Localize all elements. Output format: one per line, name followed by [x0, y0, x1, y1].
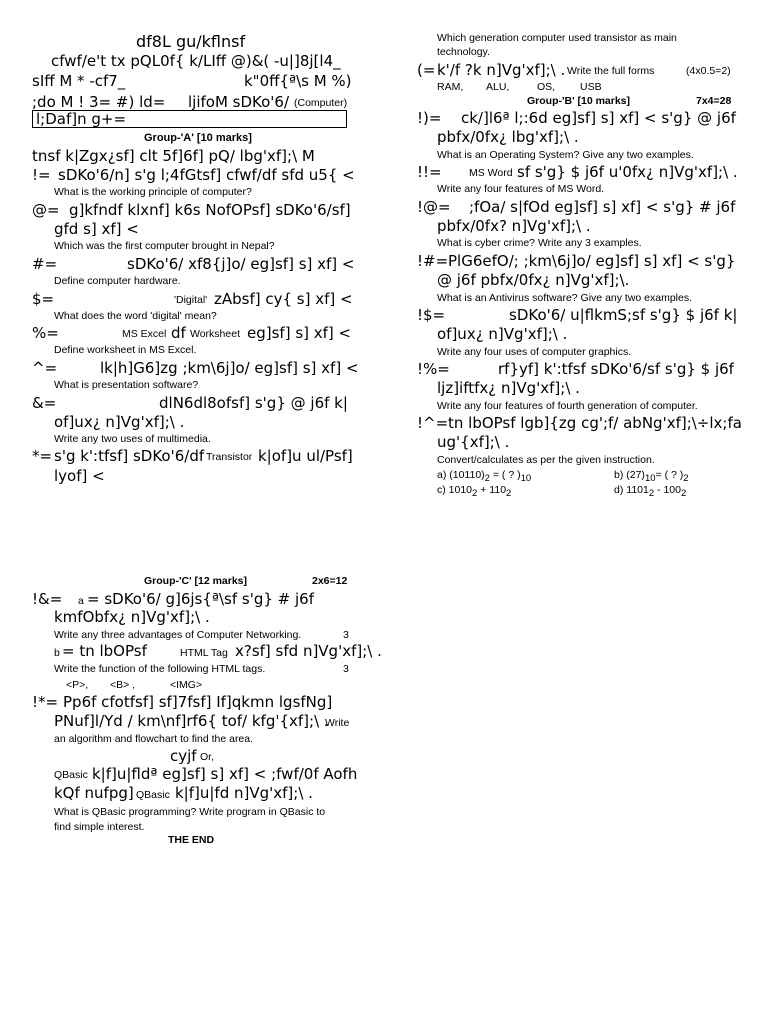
q14-nepali-2: of]ux¿ n]Vg'xf];\ . — [437, 325, 568, 343]
q10-nepali-1: ck/]l6ª l;:6d eg]sf] s] xf] < s'g} @ j6f — [461, 109, 736, 127]
q15-nepali-1: rf}yf] k':tfsf sDKo'6/sf s'g} $ j6f — [498, 360, 734, 378]
q17-tag-p: <P>, — [66, 679, 89, 691]
group-b-heading: Group-'B' [10 marks] — [527, 95, 631, 107]
exam-subtitle: cfwf/e't tx pQL0f{ k/LIff @)&( -u|]8j[l4_ — [51, 52, 341, 70]
q7-nepali-1: dlN6dl8ofsf] s'g} @ j6f k| — [159, 394, 348, 412]
full-marks-label: k"0ff{ª\s M %) — [244, 72, 352, 90]
q17-number: !&= — [32, 590, 63, 608]
q2-nepali-1: g]kfndf klxnf] k6s NofOPsf] sDKo'6/sf] — [69, 201, 351, 219]
q12-number: !@= — [417, 198, 451, 216]
q9-term-os: OS, — [537, 81, 556, 93]
q17-tag-img: <IMG> — [170, 679, 203, 691]
group-c-marks: 2x6=12 — [312, 575, 348, 587]
group-a-intro: tnsf k|Zgx¿sf] clt 5f]6f] pQ/ lbg'xf];\ M — [32, 147, 315, 165]
q9-term-ram: RAM, — [437, 81, 464, 93]
q7-nepali-2: of]ux¿ n]Vg'xf];\ . — [54, 413, 185, 431]
q8-nepali-1: s'g k':tfsf] sDKo'6/df — [54, 447, 205, 465]
q9-number: (= — [417, 61, 436, 79]
q11-nepali: sf s'g} $ j6f u'0fx¿ n]Vg'xf];\ . — [517, 163, 738, 181]
conversion-c: c) $1010_2 + 110_2$ — [437, 484, 512, 500]
the-end: THE END — [168, 834, 215, 846]
q9-term-usb: USB — [580, 81, 602, 93]
q4-number: $= — [32, 290, 55, 308]
q10-english: What is an Operating System? Give any two examples. — [437, 149, 694, 161]
q18-or-nepali: cyjf — [170, 747, 197, 765]
conversion-a: a) $(10110)_2$ = ( ? )$_{10}$ — [437, 469, 532, 485]
q17-tag-b: <B> , — [110, 679, 136, 691]
q1-number: != — [32, 166, 51, 184]
q18-nepali-1: Pp6f cfotfsf] sf]7fsf] If]qkmn lgsfNg] — [63, 693, 333, 711]
q17-a-marks: 3 — [343, 629, 349, 641]
q16-nepali-2: ug'{xf];\ . — [437, 433, 510, 451]
q12-nepali-2: pbfx/0fx? n]Vg'xf];\ . — [437, 217, 591, 235]
q2-number: @= — [32, 201, 60, 219]
subject-english: (Computer) — [294, 97, 348, 109]
q8-nepali-3: lyof] < — [54, 467, 105, 485]
q18-english-2: an algorithm and flowchart to find the area. — [54, 733, 254, 745]
q18-english-1: Write — [325, 717, 350, 729]
q16-english: Convert/calculates as per the given instruction. — [437, 454, 655, 466]
q11-number: !!= — [417, 163, 442, 181]
q8-number: *= — [32, 447, 53, 465]
q13-nepali-1: PlG6efO/; ;km\6j]o/ eg]sf] s] xf] < s'g} — [448, 252, 736, 270]
q5-nepali-1: df — [171, 324, 186, 342]
q5-english: Define worksheet in MS Excel. — [54, 344, 197, 356]
q5-worksheet: Worksheet — [190, 328, 240, 340]
q3-nepali: sDKo'6/ xf8{j]o/ eg]sf] s] xf] < — [127, 255, 355, 273]
symbol-number-label: l;Daf]n g+= — [36, 110, 127, 128]
q17-a-nepali-1: = sDKo'6/ g]6js{ª\sf s'g} # j6f — [87, 590, 314, 608]
q17-b-nepali-2: x?sf] sfd n]Vg'xf];\ . — [235, 642, 382, 660]
q14-number: !$= — [417, 306, 446, 324]
q13-number: !#= — [417, 252, 449, 270]
q14-english: Write any four uses of computer graphics. — [437, 346, 632, 358]
q3-number: #= — [32, 255, 58, 273]
q14-nepali-1: sDKo'6/ u|flkmS;sf s'g} $ j6f k| — [509, 306, 738, 324]
q3-english: Define computer hardware. — [54, 275, 181, 287]
q13-english: What is an Antivirus software? Give any two examples. — [437, 292, 693, 304]
q5-number: %= — [32, 324, 59, 342]
q18-nepali-3: k|f]u|fldª eg]sf] s] xf] < ;fwf/0f Aofh — [92, 765, 358, 783]
q4-digital: 'Digital' — [174, 294, 208, 306]
q18-or-english: Or, — [200, 751, 215, 763]
q10-number: !)= — [417, 109, 442, 127]
q2-nepali-2: gfd s] xf] < — [54, 220, 139, 238]
q17-b-label: b — [54, 647, 60, 659]
q15-nepali-2: ljz]iftfx¿ n]Vg'xf];\ . — [437, 379, 580, 397]
conversion-b: b) $(27)_{10}=$ ( ? )$_2$ — [614, 469, 689, 485]
q15-english: Write any four features of fourth generation of computer. — [437, 400, 698, 412]
q18-nepali-5: k|f]u|fd n]Vg'xf];\ . — [175, 784, 313, 802]
q12-nepali-1: ;fOa/ s|fOd eg]sf] s] xf] < s'g} # j6f — [469, 198, 736, 216]
q5-ms-excel: MS Excel — [122, 328, 167, 340]
q8-english: Which generation computer used transistor as main — [437, 32, 677, 44]
q16-nepali-1: tn lbOPsf lgb]{zg cg';f/ abNg'xf];\÷lx;fa — [448, 414, 742, 432]
q9-english: Write the full forms — [567, 65, 655, 77]
q18-english-4: find simple interest. — [54, 821, 145, 833]
q17-b-english: Write the function of the following HTML tags. — [54, 663, 266, 675]
q7-number: &= — [32, 394, 57, 412]
q17-a-label: a — [78, 595, 84, 607]
q18-nepali-4: kQf nufpg] — [54, 784, 134, 802]
group-c-heading: Group-'C' [12 marks] — [144, 575, 248, 587]
q11-english: Write any four features of MS Word. — [437, 183, 605, 195]
q11-ms-word: MS Word — [469, 167, 513, 179]
q17-a-nepali-2: kmfObfx¿ n]Vg'xf];\ . — [54, 608, 210, 626]
q5-nepali-2: eg]sf] s] xf] < — [247, 324, 352, 342]
q18-nepali-2: PNuf]l/Yd / km\nf]rf6{ tof/ kfg'{xf];\ . — [54, 712, 329, 730]
q1-english: What is the working principle of computer? — [54, 186, 252, 198]
q4-nepali: zAbsf] cy{ s] xf] < — [214, 290, 353, 308]
q4-english: What does the word 'digital' mean? — [54, 310, 217, 322]
subject-label: ljifoM sDKo'6/ — [188, 93, 290, 111]
q8-english-2: technology. — [437, 46, 490, 58]
exam-title: df8L gu/kflnsf — [136, 32, 246, 51]
q9-nepali: k'/f ?k n]Vg'xf];\ . — [437, 61, 566, 79]
q13-nepali-2: @ j6f pbfx/0fx¿ n]Vg'xf];\. — [437, 271, 630, 289]
q6-number: ^= — [32, 359, 58, 377]
class-label: sIff M * -cf7_ — [32, 72, 126, 90]
q7-english: Write any two uses of multimedia. — [54, 433, 211, 445]
conversion-d: d) $1101_2 - 100_2$ — [614, 484, 687, 500]
q1-nepali: sDKo'6/n] s'g l;4fGtsf] cfwf/df sfd u5{ < — [58, 166, 355, 184]
q18-qbasic-2: QBasic — [136, 789, 170, 801]
q12-english: What is cyber crime? Write any 3 examples. — [437, 237, 642, 249]
group-a-heading: Group-'A' [10 marks] — [144, 132, 252, 144]
q10-nepali-2: pbfx/0fx¿ lbg'xf];\ . — [437, 128, 579, 146]
q6-nepali: lk|h]G6]zg ;km\6j]o/ eg]sf] s] xf] < — [100, 359, 359, 377]
q2-english: Which was the first computer brought in Nepal? — [54, 240, 275, 252]
q17-b-marks: 3 — [343, 663, 349, 675]
q18-qbasic-1: QBasic — [54, 769, 88, 781]
group-b-marks: 7x4=28 — [696, 95, 732, 107]
q17-b-html-tag: HTML Tag — [180, 647, 228, 659]
q18-number: !*= — [32, 693, 59, 711]
q16-number: !^= — [417, 414, 449, 432]
time-label: ;do M ! 3= #) ld= — [32, 93, 166, 111]
q18-english-3: What is QBasic programming? Write program in QBasic to — [54, 806, 326, 818]
q9-marks: (4x0.5=2) — [686, 65, 731, 77]
q9-term-alu: ALU, — [486, 81, 510, 93]
q8-transistor: Transistor — [206, 451, 253, 463]
q6-english: What is presentation software? — [54, 379, 199, 391]
q15-number: !%= — [417, 360, 450, 378]
q8-nepali-2: k|of]u ul/Psf] — [258, 447, 353, 465]
q17-a-english: Write any three advantages of Computer Networking. — [54, 629, 302, 641]
q17-b-nepali-1: = tn lbOPsf — [62, 642, 147, 660]
